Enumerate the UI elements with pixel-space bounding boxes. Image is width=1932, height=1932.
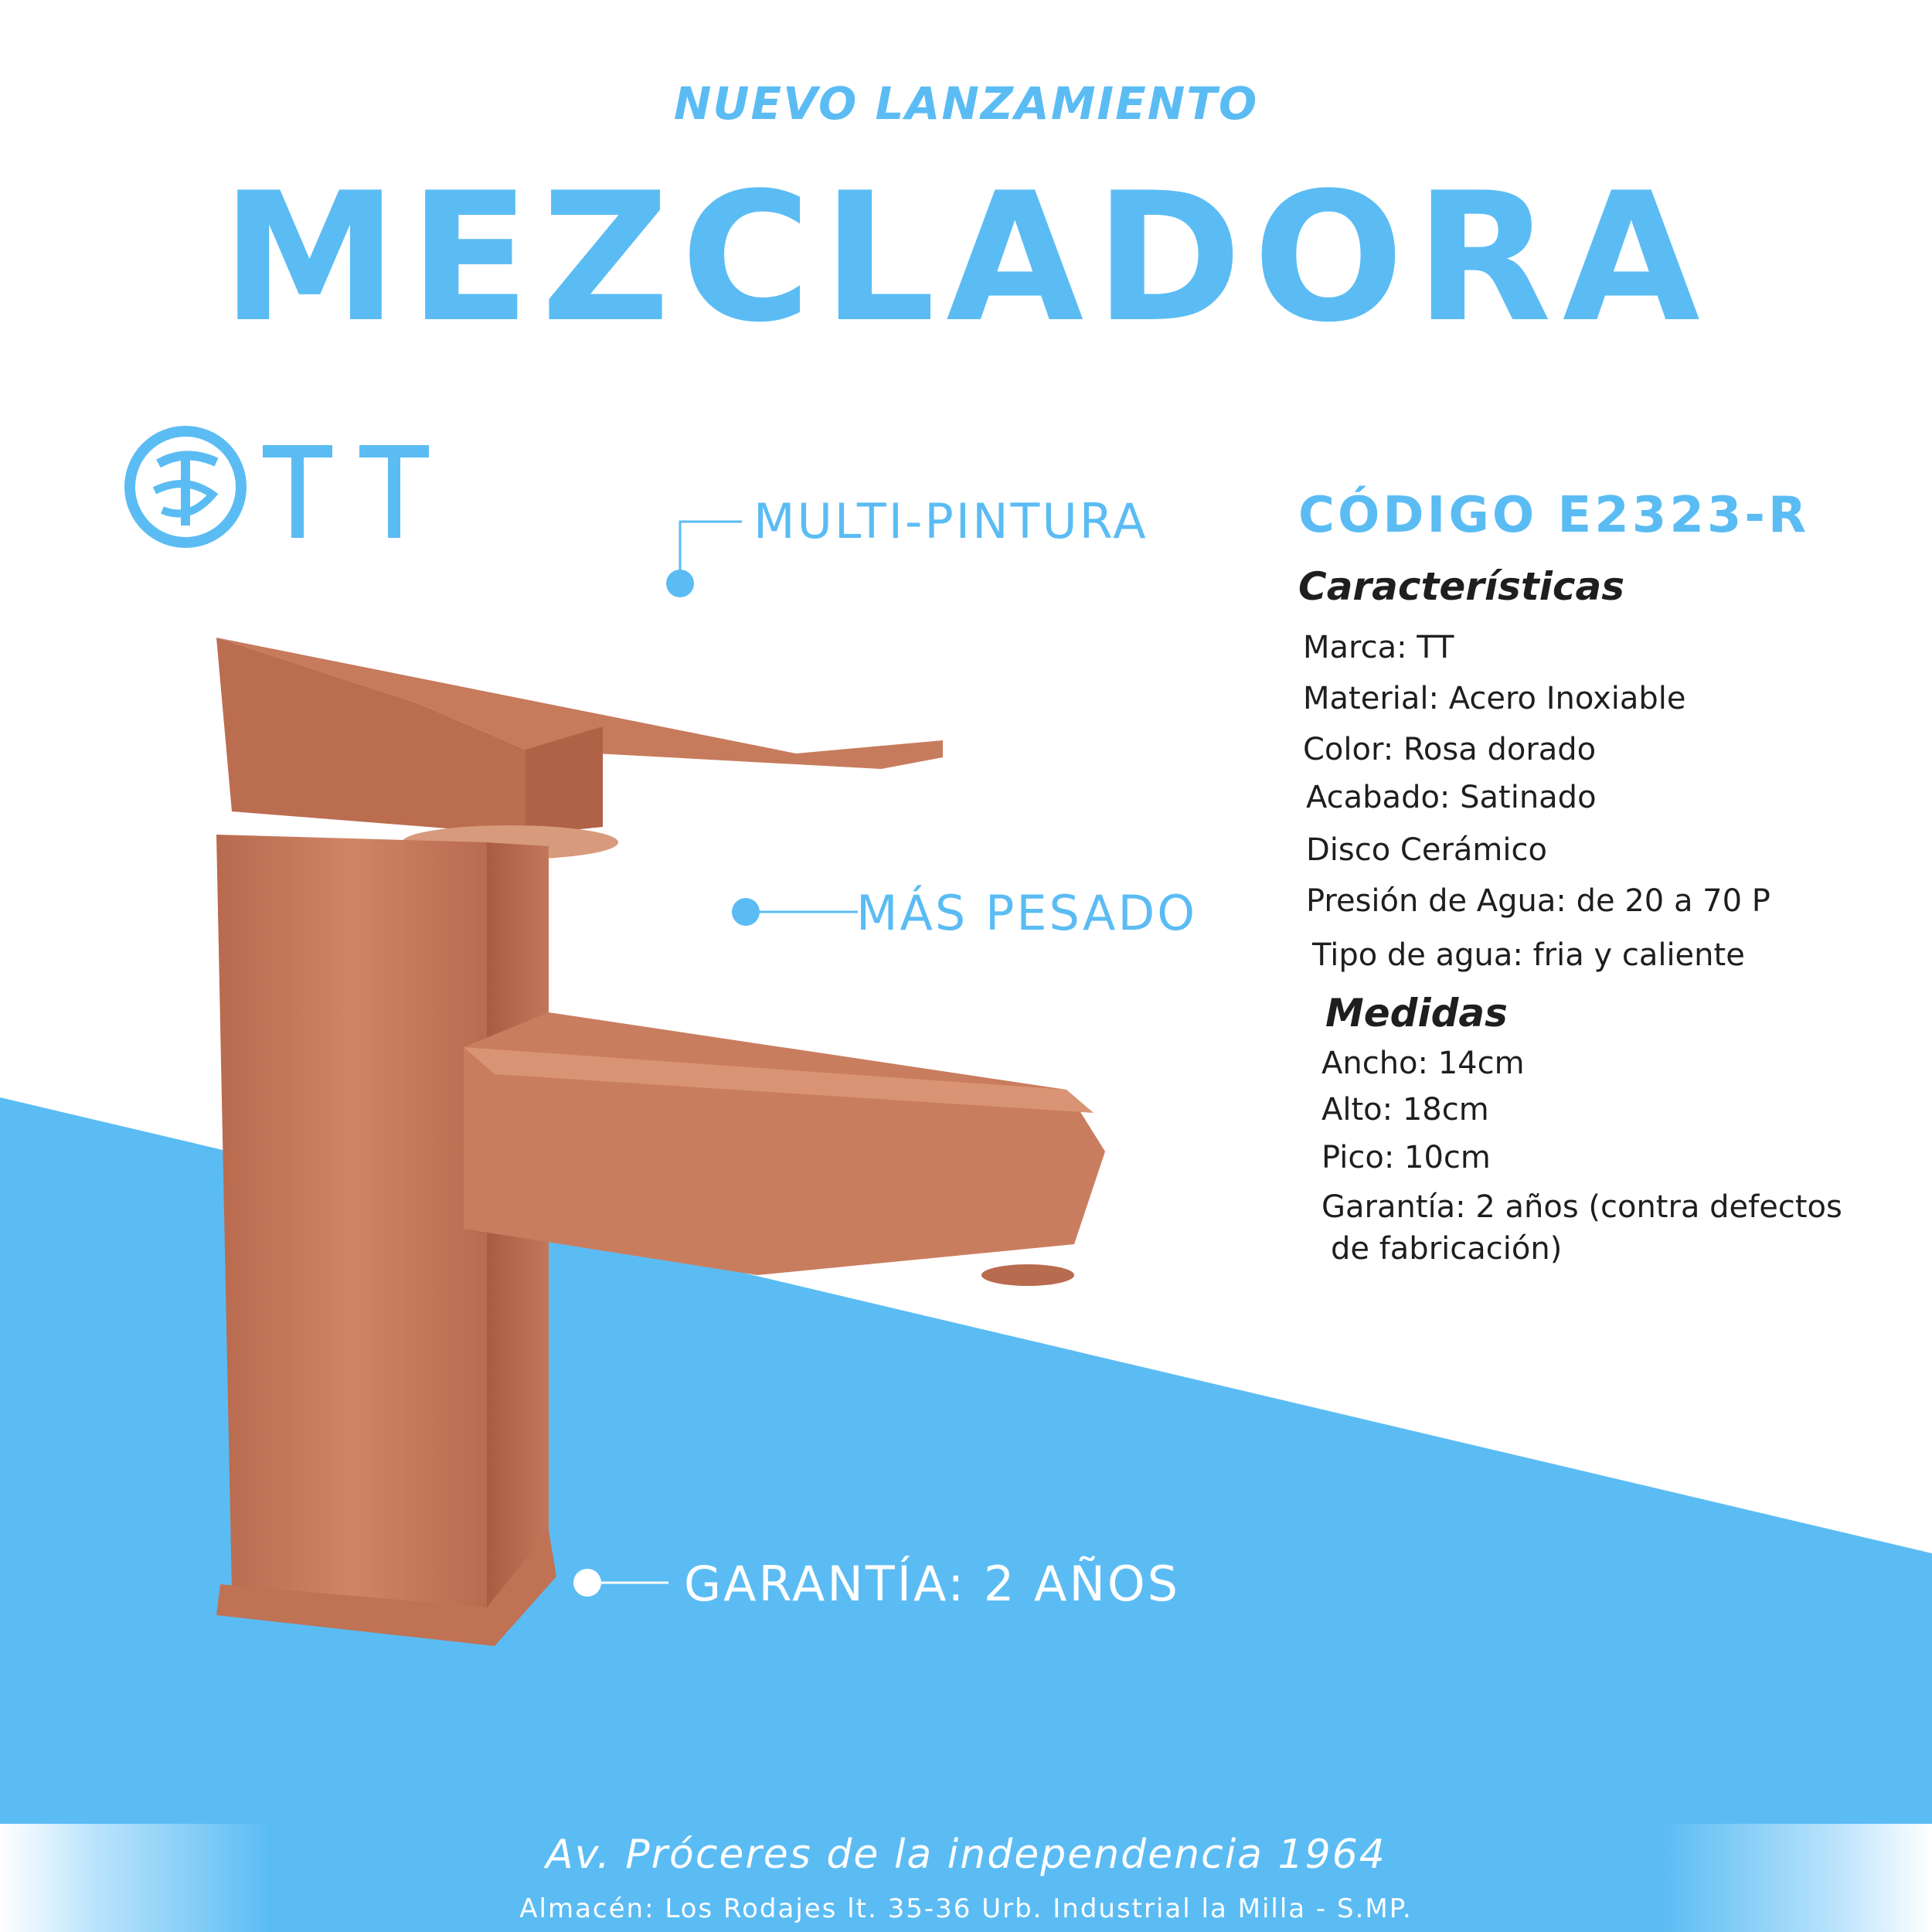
callout-connector-mas-pesado xyxy=(730,896,862,927)
spec-material: Material: Acero Inoxiable xyxy=(1303,681,1686,716)
spec-alto: Alto: 18cm xyxy=(1321,1092,1489,1128)
callout-connector-garantia xyxy=(572,1567,672,1598)
feature-multipintura: MULTI-PINTURA xyxy=(753,493,1148,549)
callout-connector-multipintura xyxy=(665,514,750,599)
faucet-product-image xyxy=(185,611,1229,1708)
spec-ancho: Ancho: 14cm xyxy=(1321,1046,1525,1081)
measures-title: Medidas xyxy=(1325,991,1508,1036)
spec-pico: Pico: 10cm xyxy=(1321,1140,1491,1175)
feature-garantia: GARANTÍA: 2 AÑOS xyxy=(684,1556,1180,1612)
kicker-text: NUEVO LANZAMIENTO xyxy=(673,77,1259,130)
page-title: MEZCLADORA xyxy=(221,155,1711,362)
characteristics-title: Características xyxy=(1298,564,1625,609)
spec-garantia-1: Garantía: 2 años (contra defectos xyxy=(1321,1189,1842,1225)
spec-tipo-agua: Tipo de agua: fria y caliente xyxy=(1312,937,1745,973)
feature-mas-pesado: MÁS PESADO xyxy=(856,885,1197,941)
footer-store: Almacén: Los Rodajes lt. 35-36 Urb. Industrial la Milla - S.MP. xyxy=(519,1893,1413,1924)
brand-logo xyxy=(116,417,440,556)
spec-garantia-2: de fabricación) xyxy=(1331,1231,1563,1267)
footer-address: Av. Próceres de la independencia 1964 xyxy=(546,1832,1386,1878)
spec-disco: Disco Cerámico xyxy=(1306,832,1547,868)
spec-presion: Presión de Agua: de 20 a 70 P xyxy=(1306,883,1770,919)
spec-marca: Marca: TT xyxy=(1303,630,1454,665)
product-code: CÓDIGO E2323-R xyxy=(1298,487,1810,544)
tt-monogram-icon xyxy=(116,417,440,556)
spec-color: Color: Rosa dorado xyxy=(1303,732,1597,767)
spec-acabado: Acabado: Satinado xyxy=(1306,780,1597,815)
